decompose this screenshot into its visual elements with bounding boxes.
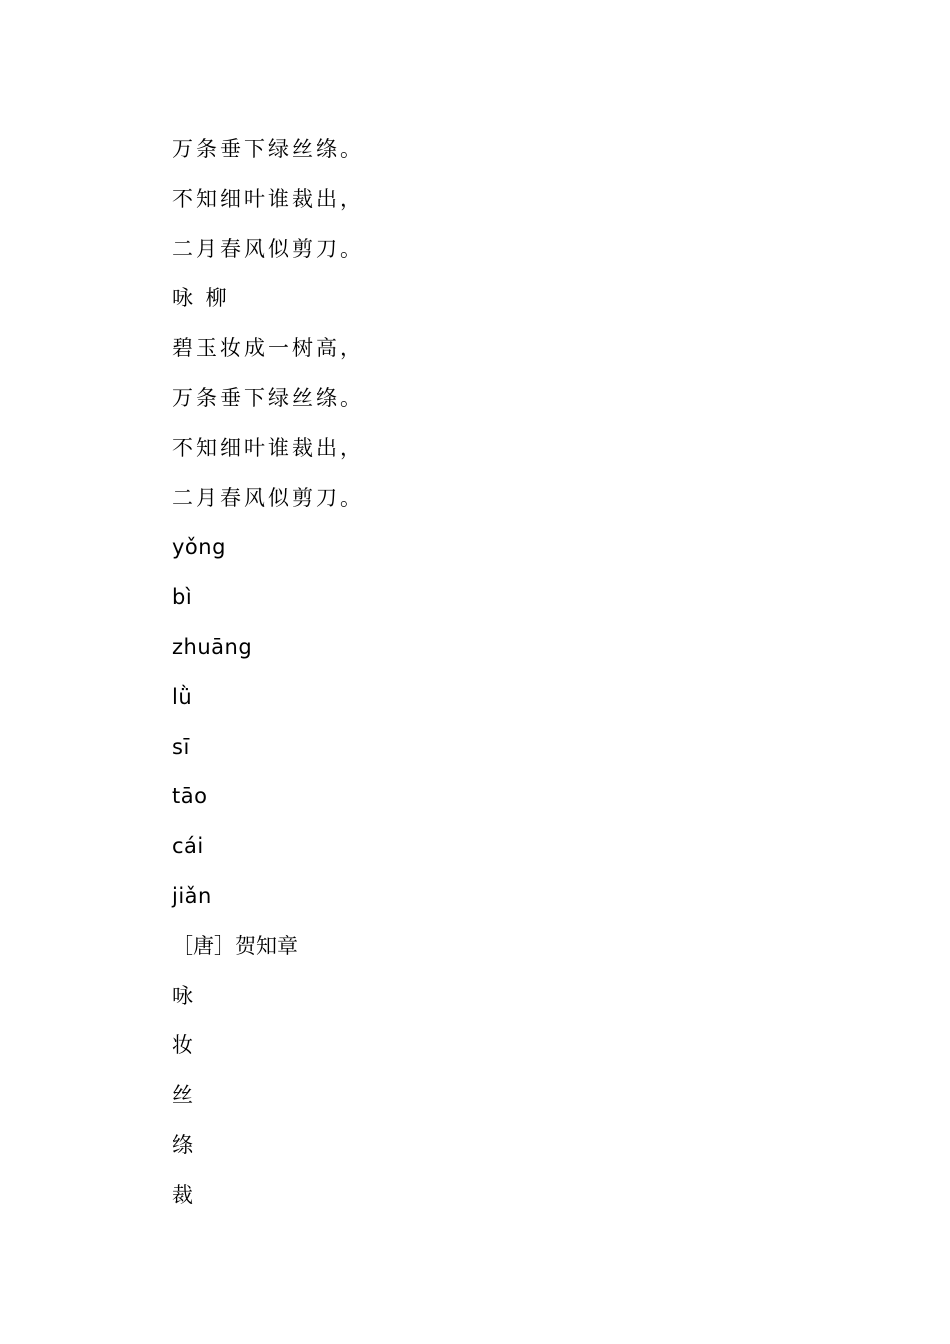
char-tao: 绦	[172, 1132, 193, 1157]
poem-line-1: 万条垂下绿丝绦。	[172, 137, 364, 161]
poem-line-5: 万条垂下绿丝绦。	[172, 385, 364, 410]
pinyin-cai: cái	[172, 834, 204, 859]
poem-line-2: 不知细叶谁裁出，	[172, 186, 364, 211]
poem-line-6: 不知细叶谁裁出，	[172, 435, 364, 460]
pinyin-bi: bì	[172, 585, 193, 610]
pinyin-si: sī	[172, 734, 190, 759]
pinyin-jian: jiǎn	[172, 883, 212, 908]
char-si: 丝	[172, 1083, 193, 1108]
poem-title: 咏 柳	[172, 286, 230, 311]
char-zhuang: 妆	[172, 1033, 193, 1058]
text-lines	[172, 134, 872, 1230]
poem-line-3: 二月春风似剪刀。	[172, 236, 364, 261]
char-yong: 咏	[172, 983, 193, 1008]
pinyin-yong: yǒng	[172, 535, 226, 560]
char-cai: 裁	[172, 1182, 193, 1207]
poem-author: ［唐］贺知章	[172, 933, 298, 958]
pinyin-lv: lǜ	[172, 684, 193, 709]
pinyin-tao: tāo	[172, 784, 208, 809]
poem-line-7: 二月春风似剪刀。	[172, 485, 364, 510]
pinyin-zhuang: zhuāng	[172, 634, 253, 659]
poem-line-4: 碧玉妆成一树高，	[172, 336, 364, 361]
